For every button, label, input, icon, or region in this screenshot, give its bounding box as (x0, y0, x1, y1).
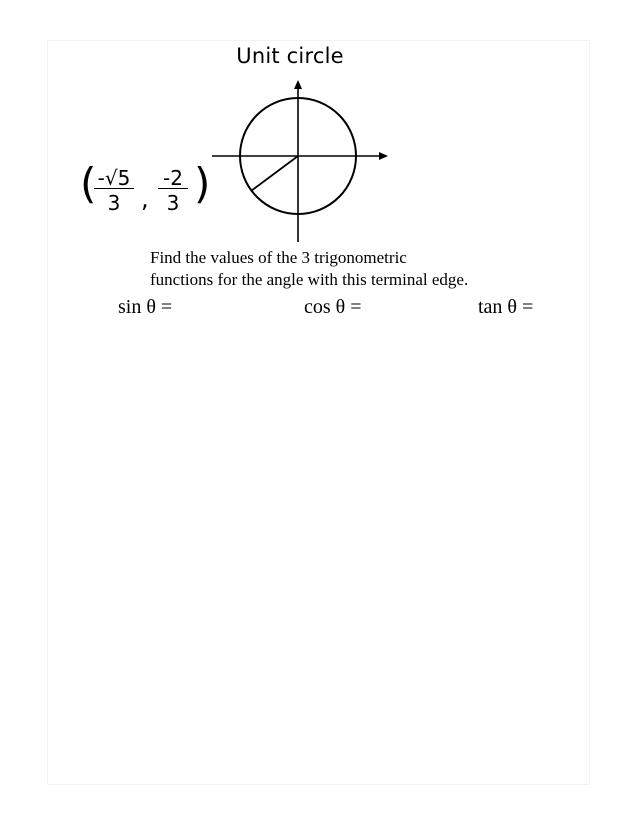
y-coordinate-fraction (158, 168, 188, 213)
tan-answer-label: tan θ = (478, 296, 534, 318)
unit-circle-diagram (200, 70, 400, 250)
point-coordinates (80, 159, 215, 225)
instructions-line-2: functions for the angle with this terminal edge. (150, 270, 469, 289)
cos-answer-label: cos θ = (304, 296, 362, 318)
coordinate-comma: , (141, 185, 149, 213)
x-axis-arrow (379, 152, 388, 160)
y-numerator: -2 (158, 168, 188, 189)
sin-answer-label: sin θ = (118, 296, 173, 318)
terminal-edge (251, 156, 298, 191)
diagram-title: Unit circle (236, 44, 344, 68)
y-denominator: 3 (166, 191, 180, 215)
x-denominator: 3 (107, 191, 121, 215)
x-coordinate-fraction (94, 168, 134, 213)
right-parenthesis: ) (194, 159, 211, 208)
instructions (150, 247, 510, 291)
left-parenthesis: ( (80, 159, 97, 208)
x-numerator: -√5 (94, 168, 134, 189)
y-axis-arrow (294, 80, 302, 89)
instructions-line-1: Find the values of the 3 trigonometric (150, 248, 407, 267)
